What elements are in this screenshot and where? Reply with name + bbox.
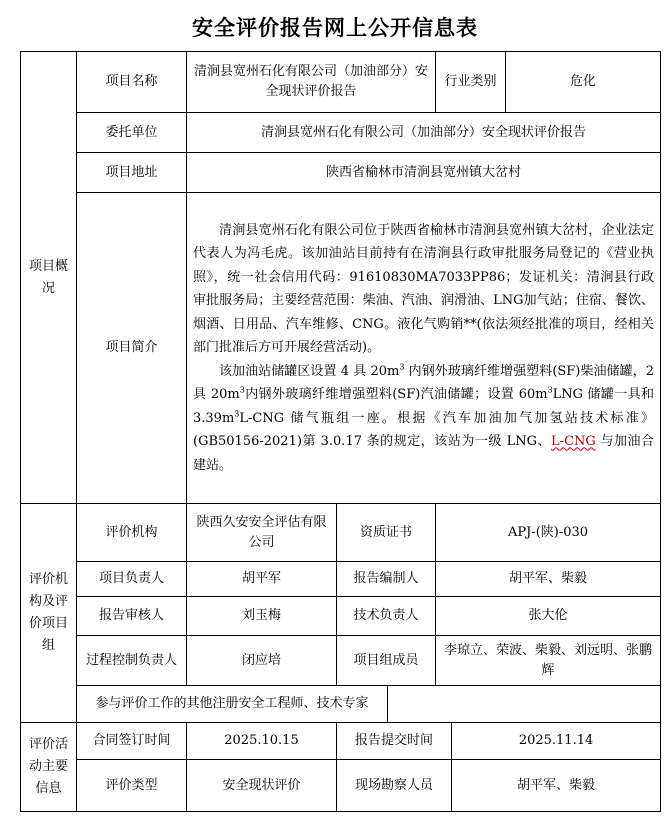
label-author: 报告编制人 <box>337 562 436 597</box>
label-sign: 合同签订时间 <box>77 723 187 760</box>
row-process <box>21 636 661 686</box>
label-leader: 项目负责人 <box>77 562 187 597</box>
row-org <box>21 504 661 562</box>
row-type <box>21 760 661 812</box>
value-project-name: 清涧县宽州石化有限公司（加油部分）安全现状评价报告 <box>187 52 436 113</box>
value-address: 陕西省榆林市清涧县宽州镇大岔村 <box>187 153 661 193</box>
value-author: 胡平军、柴毅 <box>436 562 661 597</box>
spellcheck-underline: L-CNG <box>551 434 596 450</box>
value-cert: APJ-(陕)-030 <box>436 504 661 562</box>
row-reviewer <box>21 597 661 636</box>
label-type: 评价类型 <box>77 760 187 812</box>
value-tech: 张大伦 <box>436 597 661 636</box>
label-address: 项目地址 <box>77 153 187 193</box>
value-members: 李琼立、荣波、柴毅、刘远明、张鹏辉 <box>436 636 661 686</box>
label-tech: 技术负责人 <box>337 597 436 636</box>
label-client: 委托单位 <box>77 113 187 153</box>
label-cert: 资质证书 <box>337 504 436 562</box>
page-title: 安全评价报告网上公开信息表 <box>192 16 478 40</box>
value-org: 陕西久安安全评估有限公司 <box>187 504 337 562</box>
value-process: 闭应培 <box>187 636 337 686</box>
label-reviewer: 报告审核人 <box>77 597 187 636</box>
row-leader <box>21 562 661 597</box>
intro-paragraph-2: 该加油站储罐区设置 4 具 $20m^3$ 内钢外玻璃纤维增强塑料(SF)柴油储罐，2 具 $20m^3$内钢外玻璃纤维增强塑料(SF)汽油储罐；设置 $60m^3LNG$ 储罐一具和 $3.39m^3L$-CNG 储气瓶组一座。根据《汽车加油加气加氢站技术标准》(GB50156-2021)第 3.0.17 条的规定，该站为一级 LNG、L-CNG 与加油合建站。 <box>193 362 655 473</box>
value-reviewer: 刘玉梅 <box>187 597 337 636</box>
row-client <box>21 113 661 153</box>
label-industry: 行业类别 <box>436 52 506 113</box>
row-address <box>21 153 661 193</box>
row-others <box>21 686 661 723</box>
info-table <box>20 51 661 812</box>
section-activity: 评价活动主要信息 <box>21 723 77 812</box>
section-project: 项目概况 <box>21 52 77 504</box>
label-org: 评价机构 <box>77 504 187 562</box>
value-type: 安全现状评价 <box>187 760 337 812</box>
row-sign <box>21 723 661 760</box>
label-process: 过程控制负责人 <box>77 636 187 686</box>
intro-paragraph-1: 清涧县宽州石化有限公司位于陕西省榆林市清涧县宽州镇大岔村，企业法定代表人为冯毛虎。该加油站目前持有在清涧县行政审批服务局登记的《营业执照》，统一社会信用代码：91610830MA7033PP86；发证机关：清涧县行政审批服务局；主要经营范围：柴油、汽油、润滑油、LNG加气站；住宿、餐饮、烟酒、日用品、汽车维修、CNG。液化气购销**(依法须经批准的项目，经相关部门批准后方可开展经营活动)。 <box>193 222 655 356</box>
value-leader: 胡平军 <box>187 562 337 597</box>
section-agency: 评价机构及评价项目组 <box>21 504 77 723</box>
label-others: 参与评价工作的其他注册安全工程师、技术专家 <box>77 686 388 723</box>
value-submit: 2025.11.14 <box>452 723 661 760</box>
label-intro: 项目简介 <box>77 193 187 504</box>
value-industry: 危化 <box>506 52 661 113</box>
label-survey: 现场勘察人员 <box>337 760 452 812</box>
value-sign: 2025.10.15 <box>187 723 337 760</box>
label-submit: 报告提交时间 <box>337 723 452 760</box>
row-project-name <box>21 52 661 113</box>
value-survey: 胡平军、柴毅 <box>452 760 661 812</box>
value-intro <box>187 193 661 504</box>
value-client: 清涧县宽州石化有限公司（加油部分）安全现状评价报告 <box>187 113 661 153</box>
label-project-name: 项目名称 <box>77 52 187 113</box>
row-intro <box>21 193 661 504</box>
value-others <box>388 686 661 723</box>
label-members: 项目组成员 <box>337 636 436 686</box>
